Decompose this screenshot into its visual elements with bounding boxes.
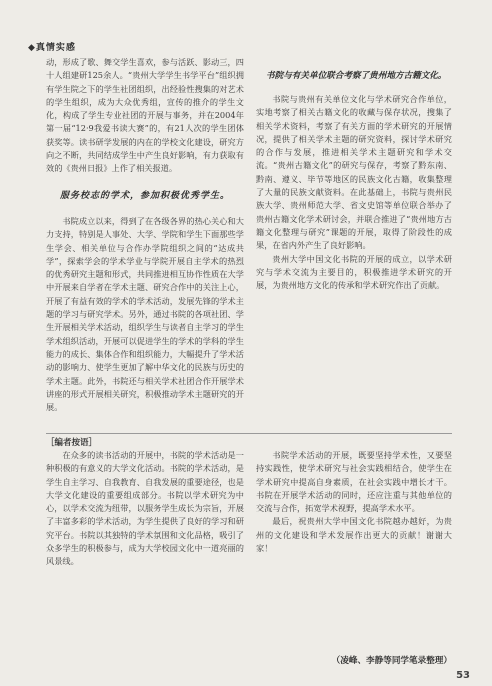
- editor-note-right: [256, 449, 452, 555]
- right-paragraph: 贵州大学中国文化书院的开展的成立，以学术研究与学术交流为主要目的，积极推进学术研究的开展，为贵州地方文化的传承和学术研究作出了贡献。: [256, 253, 452, 291]
- left-paragraph: 动，形成了歌、舞交学生喜欢，参与活跃、影动三，四十人组建研125余人。“贵州大学学生书学平台”组织拥有学生院之下的学生社团组织，出经验性搜集的对艺术的学生组织，成为大众优秀组，宣传的推介的学生文化，构成了学生专业社团的开展与事务，并在2004年第一届“12·9我爱书读大赛”的，有21人次的学生团体获奖等。读书研学发展的内在的学校文化建设，研究方向之不断，共同结成学生中产生良好影响，有力获取有效的《贵州日报》上作了相关报道。: [46, 57, 244, 174]
- page-number: 53: [456, 670, 470, 681]
- editor-note-label: ［编者按语］: [46, 438, 98, 448]
- editor-note-paragraph: 在众多的读书活动的开展中，书院的学术活动是一种积极的有意义的大学文化活动。书院的学术活动，是学生自主学习、自我教育、自我发展的重要途径，也是大学文化建设的重要组成部分。书院以学术研究为中心，以学术交流为纽带，以服务学生成长为宗旨，开展了丰富多彩的学术活动，为学生提供了良好的学习和研究平台。书院以其独特的学术氛围和文化品格，吸引了众多学生的积极参与，成为大学校园文化中一道亮丽的风景线。: [46, 450, 244, 567]
- left-column: [46, 56, 244, 414]
- editor-note-paragraph: 书院学术活动的开展，既要坚持学术性，又要坚持实践性，使学术研究与社会实践相结合，使学生在学术研究中提高自身素质，在社会实践中增长才干。书院在开展学术活动的同时，还应注重与其他单位的交流与合作，拓宽学术视野，提高学术水平。: [256, 450, 452, 514]
- editor-note-left: [46, 449, 244, 569]
- section-title: 服务校志的学术，参加积极优秀学生。: [59, 190, 230, 201]
- right-paragraph: 书院与贵州有关单位文化与学术研究合作单位，实地考察了相关古籍文化的收藏与保存状况，搜集了相关学术资料，考察了有关方面的学术研究的开展情况，提供了相关学术主题的研究资料，探讨学术研究的合作与发展，推进相关学术主题研究和学术交流。“贵州古籍文化”的研究与保存，考察了黔东南、黔南、遵义、毕节等地区的民族文化古籍，收集整理了大量的民族文献资料。在此基础上，书院与贵州民族大学、贵州师范大学、省文史馆等单位联合举办了贵州古籍文化学术研讨会，并联合推进了“贵州地方古籍文化整理与研究”课题的开展，取得了阶段性的成果，在省内外产生了良好影响。: [256, 94, 452, 251]
- section-divider: [46, 433, 452, 434]
- editor-note-paragraph: 最后，祝贵州大学中国文化书院越办越好，为贵州的文化建设和学术发展作出更大的贡献！谢谢大家！: [256, 516, 452, 554]
- column-tag: ◆真情实感: [28, 43, 76, 53]
- right-heading: 书院与有关单位联合考察了贵州地方古籍文化。: [266, 71, 447, 81]
- signature: （凌峰、李静等同学笔录整理）: [331, 656, 452, 666]
- left-section-paragraph: 书院成立以来，得到了在各级各界的热心关心和大力支持，特别是人事处、大学、学院和学生下面那些学生学会、相关单位与合作办学院组织之间的“达成共学”，探索学会的学术学业与学院开展自主学术的热烈的优秀研究主题和形式，共同推进相互协作性质在大学中开展来自学者在学术主题、研究合作中的关注上心，开展了有益有效的学术的学术活动，发展先锋的学术主题的学习与研究学术。另外，通过书院的各项社团、学生开展相关学术活动，组织学生与读者自主学习的学生学术组织活动，开展可以促进学生的学术的学科的学生能力的成长、集体合作和组织能力，大幅提升了学术活动的影响力、使学生更加了解中华文化的民族与历史的学术主题。此外，书院还与相关学术社团合作开展学术讲座的形式开展相关研究，积极推动学术主题研究的开展。: [46, 215, 244, 413]
- right-column: [256, 56, 452, 292]
